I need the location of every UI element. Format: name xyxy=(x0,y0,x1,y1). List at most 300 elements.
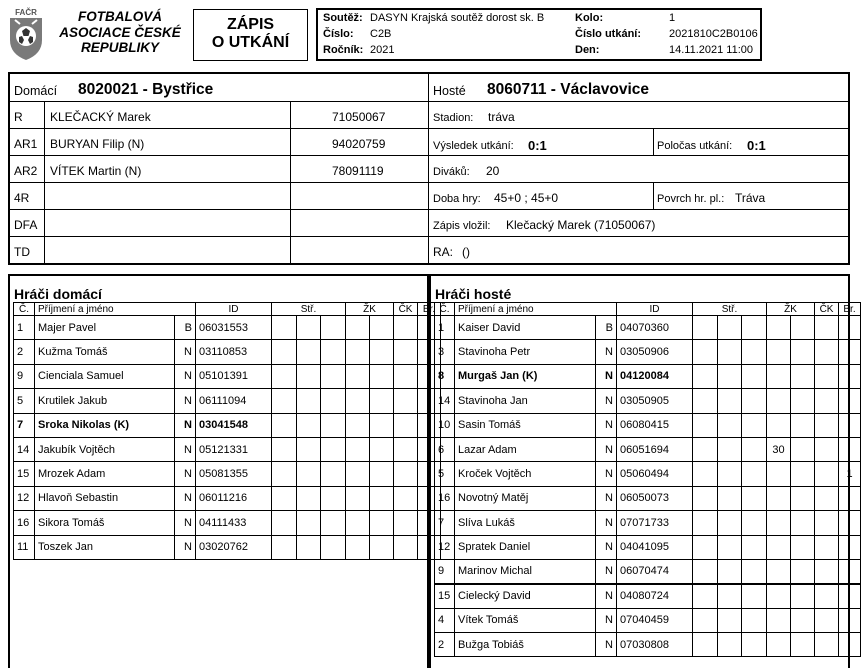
yellow-card-cell xyxy=(346,340,370,364)
yellow-card-cell xyxy=(346,535,370,559)
player-name: Hlavoň Sebastin xyxy=(35,486,175,510)
player-name: Spratek Daniel xyxy=(455,535,596,559)
player-name: Vítek Tomáš xyxy=(455,608,596,632)
player-number: 6 xyxy=(435,437,455,461)
red-card-cell xyxy=(815,608,839,632)
col-no: Č. xyxy=(435,303,455,316)
goalkeeper-cell xyxy=(839,608,861,632)
player-row xyxy=(435,364,861,388)
yellow-card-cell xyxy=(791,559,815,583)
match-panel xyxy=(8,72,850,265)
match-no-label: Číslo utkání: xyxy=(575,28,642,40)
player-id: 06031553 xyxy=(196,316,272,340)
goal-cell xyxy=(693,340,718,364)
player-number: 12 xyxy=(14,486,35,510)
player-number: 1 xyxy=(14,316,35,340)
player-name: Toszek Jan xyxy=(35,535,175,559)
yellow-card-cell xyxy=(791,437,815,461)
player-id: 03020762 xyxy=(196,535,272,559)
player-number: 9 xyxy=(435,559,455,583)
yellow-card-cell xyxy=(791,535,815,559)
yellow-card-cell xyxy=(370,316,394,340)
yellow-card-cell xyxy=(370,535,394,559)
player-id: 06051694 xyxy=(617,437,693,461)
player-name: Sasin Tomáš xyxy=(455,413,596,437)
player-row xyxy=(435,462,861,486)
yellow-card-cell xyxy=(767,633,791,657)
player-number: 10 xyxy=(435,413,455,437)
yellow-card-cell xyxy=(767,559,791,583)
player-id: 05081355 xyxy=(196,462,272,486)
away-label: Hosté xyxy=(433,84,466,98)
player-id: 04041095 xyxy=(617,535,693,559)
player-row xyxy=(435,608,861,632)
yellow-card-cell xyxy=(370,462,394,486)
player-row xyxy=(435,486,861,510)
player-position: N xyxy=(175,437,196,461)
yellow-card-cell xyxy=(791,462,815,486)
player-position: N xyxy=(596,511,617,535)
col-gk: Br. xyxy=(418,303,441,316)
col-name: Příjmení a jméno xyxy=(455,303,617,316)
yellow-card-cell xyxy=(791,364,815,388)
player-position: N xyxy=(596,535,617,559)
player-id: 06050073 xyxy=(617,486,693,510)
day-label: Den: xyxy=(575,44,600,56)
goal-cell xyxy=(718,316,742,340)
player-id: 04120084 xyxy=(617,364,693,388)
player-row xyxy=(14,340,441,364)
player-id: 06080415 xyxy=(617,413,693,437)
player-name: Cielecký David xyxy=(455,584,596,608)
goal-cell xyxy=(297,389,321,413)
player-name: Sikora Tomáš xyxy=(35,511,175,535)
player-id: 04080724 xyxy=(617,584,693,608)
goal-cell xyxy=(693,511,718,535)
player-number: 14 xyxy=(435,389,455,413)
goal-cell xyxy=(297,511,321,535)
red-card-cell xyxy=(394,389,418,413)
col-no: Č. xyxy=(14,303,35,316)
goal-cell xyxy=(742,608,767,632)
yellow-card-cell xyxy=(767,535,791,559)
goal-cell xyxy=(718,413,742,437)
yellow-card-cell xyxy=(346,364,370,388)
goal-cell xyxy=(742,584,767,608)
yellow-card-cell xyxy=(767,462,791,486)
player-row xyxy=(435,437,861,461)
red-card-cell xyxy=(815,584,839,608)
season-label: Ročník: xyxy=(323,44,364,56)
player-name: Bužga Tobiáš xyxy=(455,633,596,657)
red-card-cell xyxy=(815,511,839,535)
player-row xyxy=(435,389,861,413)
goal-cell xyxy=(742,462,767,486)
player-position: N xyxy=(596,584,617,608)
player-position: N xyxy=(175,389,196,413)
yellow-card-cell xyxy=(767,413,791,437)
goal-cell xyxy=(321,535,346,559)
goal-cell xyxy=(297,437,321,461)
yellow-card-cell xyxy=(767,340,791,364)
ra-label: RA: xyxy=(433,245,454,259)
player-id: 03041548 xyxy=(196,413,272,437)
player-id: 07071733 xyxy=(617,511,693,535)
goal-cell xyxy=(693,316,718,340)
red-card-cell xyxy=(394,486,418,510)
goal-cell xyxy=(321,511,346,535)
goal-cell xyxy=(718,462,742,486)
player-row xyxy=(14,413,441,437)
goal-cell xyxy=(272,340,297,364)
yellow-card-cell xyxy=(791,389,815,413)
goal-cell xyxy=(693,413,718,437)
official-role: TD xyxy=(14,245,30,259)
player-id: 06011216 xyxy=(196,486,272,510)
stadium-label: Stadion: xyxy=(433,112,474,124)
red-card-cell xyxy=(394,340,418,364)
official-name: BURYAN Filip (N) xyxy=(50,137,145,151)
red-card-cell xyxy=(815,340,839,364)
goalkeeper-cell xyxy=(839,364,861,388)
goal-cell xyxy=(693,364,718,388)
yellow-card-cell xyxy=(370,413,394,437)
player-position: N xyxy=(175,413,196,437)
goalkeeper-cell xyxy=(839,584,861,608)
player-number: 3 xyxy=(435,340,455,364)
player-row xyxy=(435,559,861,583)
goal-cell xyxy=(321,316,346,340)
player-number: 15 xyxy=(435,584,455,608)
player-position: N xyxy=(596,340,617,364)
player-name: Cienciala Samuel xyxy=(35,364,175,388)
player-number: 11 xyxy=(14,535,35,559)
player-id: 05101391 xyxy=(196,364,272,388)
yellow-card-cell xyxy=(346,389,370,413)
goal-cell xyxy=(718,535,742,559)
ra-value: () xyxy=(462,245,470,259)
player-row xyxy=(14,364,441,388)
federation-name xyxy=(52,9,188,56)
official-name: VÍTEK Martin (N) xyxy=(50,164,142,178)
goalkeeper-cell xyxy=(839,413,861,437)
player-position: N xyxy=(596,364,617,388)
official-id: 94020759 xyxy=(332,137,386,151)
goal-cell xyxy=(718,437,742,461)
player-row xyxy=(14,511,441,535)
goalkeeper-cell xyxy=(839,389,861,413)
yellow-card-cell xyxy=(791,633,815,657)
duration-value: 45+0 ; 45+0 xyxy=(494,191,559,205)
col-red: ČK xyxy=(394,303,418,316)
player-row xyxy=(14,535,441,559)
player-id: 07030808 xyxy=(617,633,693,657)
spectators-value: 20 xyxy=(486,164,500,178)
goal-cell xyxy=(272,535,297,559)
goal-cell xyxy=(297,340,321,364)
player-name: Stavinoha Jan xyxy=(455,389,596,413)
stadium-value: tráva xyxy=(488,110,515,124)
player-name: Sroka Nikolas (K) xyxy=(35,413,175,437)
player-row xyxy=(435,511,861,535)
player-row xyxy=(14,316,441,340)
red-card-cell xyxy=(815,535,839,559)
col-id: ID xyxy=(617,303,693,316)
number-label: Číslo: xyxy=(323,28,354,40)
col-yellow: ŽK xyxy=(767,303,815,316)
red-card-cell xyxy=(815,413,839,437)
player-row xyxy=(14,462,441,486)
goal-cell xyxy=(297,462,321,486)
official-id: 71050067 xyxy=(332,110,386,124)
goal-cell xyxy=(693,462,718,486)
title-line: ZÁPIS xyxy=(226,16,275,33)
red-card-cell xyxy=(815,389,839,413)
title-line: O UTKÁNÍ xyxy=(211,34,290,51)
yellow-card-cell xyxy=(346,413,370,437)
red-card-cell xyxy=(394,413,418,437)
player-name: Stavinoha Petr xyxy=(455,340,596,364)
col-name: Příjmení a jméno xyxy=(35,303,196,316)
goal-cell xyxy=(321,486,346,510)
yellow-card-cell xyxy=(346,316,370,340)
player-position: N xyxy=(596,437,617,461)
player-id: 03050906 xyxy=(617,340,693,364)
goal-cell xyxy=(742,559,767,583)
yellow-card-cell xyxy=(370,340,394,364)
player-id: 05060494 xyxy=(617,462,693,486)
goal-cell xyxy=(742,486,767,510)
player-position: N xyxy=(596,413,617,437)
player-id: 06111094 xyxy=(196,389,272,413)
player-name: Lazar Adam xyxy=(455,437,596,461)
yellow-card-cell xyxy=(791,413,815,437)
player-row xyxy=(435,535,861,559)
document-title xyxy=(193,9,308,61)
spectators-label: Diváků: xyxy=(433,166,470,178)
player-position: N xyxy=(175,364,196,388)
yellow-card-cell xyxy=(767,389,791,413)
federation-line: ASOCIACE ČESKÉ xyxy=(59,24,181,40)
goal-cell xyxy=(718,389,742,413)
goal-cell xyxy=(693,486,718,510)
yellow-card-cell xyxy=(767,511,791,535)
goal-cell xyxy=(718,364,742,388)
player-id: 05121331 xyxy=(196,437,272,461)
halftime-label: Poločas utkání: xyxy=(657,140,733,152)
match-no-value: 2021810C2B0106 xyxy=(669,28,758,40)
official-role: 4R xyxy=(14,191,30,205)
official-name: KLEČACKÝ Marek xyxy=(50,110,151,124)
red-card-cell xyxy=(394,511,418,535)
red-card-cell xyxy=(394,364,418,388)
goal-cell xyxy=(321,364,346,388)
goal-cell xyxy=(718,340,742,364)
player-name: Kužma Tomáš xyxy=(35,340,175,364)
goal-cell xyxy=(693,559,718,583)
competition-info xyxy=(316,8,762,61)
yellow-card-cell xyxy=(346,486,370,510)
red-card-cell xyxy=(815,486,839,510)
yellow-card-cell xyxy=(370,511,394,535)
goal-cell xyxy=(297,413,321,437)
yellow-card-cell xyxy=(791,511,815,535)
goal-cell xyxy=(742,413,767,437)
col-gk: Br. xyxy=(839,303,861,316)
away-players-title: Hráči hosté xyxy=(435,286,512,302)
yellow-card-cell xyxy=(346,437,370,461)
goal-cell xyxy=(693,608,718,632)
player-name: Murgaš Jan (K) xyxy=(455,364,596,388)
col-yellow: ŽK xyxy=(346,303,394,316)
player-position: N xyxy=(175,340,196,364)
goal-cell xyxy=(693,535,718,559)
away-players-table xyxy=(434,302,861,657)
competition-value: DASYN Krajská soutěž dorost sk. B xyxy=(370,12,545,24)
goal-cell xyxy=(742,633,767,657)
goal-cell xyxy=(321,389,346,413)
player-position: N xyxy=(596,389,617,413)
red-card-cell xyxy=(394,535,418,559)
goal-cell xyxy=(693,633,718,657)
player-number: 2 xyxy=(435,633,455,657)
round-value: 1 xyxy=(669,12,676,24)
goal-cell xyxy=(693,437,718,461)
goalkeeper-cell xyxy=(839,340,861,364)
goalkeeper-cell: 1 xyxy=(839,462,861,486)
red-card-cell xyxy=(394,316,418,340)
yellow-card-cell xyxy=(767,316,791,340)
player-name: Slíva Lukáš xyxy=(455,511,596,535)
player-position: B xyxy=(175,316,196,340)
day-value: 14.11.2021 11:00 xyxy=(669,44,754,56)
player-number: 16 xyxy=(14,511,35,535)
home-label: Domácí xyxy=(14,84,58,98)
yellow-card-cell xyxy=(791,584,815,608)
player-id: 04111433 xyxy=(196,511,272,535)
player-name: Marinov Michal xyxy=(455,559,596,583)
goal-cell xyxy=(321,437,346,461)
goal-cell xyxy=(742,340,767,364)
player-number: 7 xyxy=(435,511,455,535)
red-card-cell xyxy=(815,559,839,583)
goal-cell xyxy=(272,462,297,486)
federation-line: REPUBLIKY xyxy=(80,40,159,55)
player-position: N xyxy=(175,462,196,486)
player-number: 2 xyxy=(14,340,35,364)
entered-value: Klečacký Marek (71050067) xyxy=(506,218,656,232)
surface-value: Tráva xyxy=(735,191,766,205)
player-name: Mrozek Adam xyxy=(35,462,175,486)
goal-cell xyxy=(742,535,767,559)
player-row xyxy=(14,486,441,510)
col-red: ČK xyxy=(815,303,839,316)
goal-cell xyxy=(272,511,297,535)
player-number: 8 xyxy=(435,364,455,388)
yellow-card-cell xyxy=(767,584,791,608)
player-number: 9 xyxy=(14,364,35,388)
official-id: 78091119 xyxy=(332,164,384,178)
yellow-card-cell xyxy=(346,511,370,535)
home-team: 8020021 - Bystřice xyxy=(78,81,214,98)
goal-cell xyxy=(693,389,718,413)
goal-cell xyxy=(693,584,718,608)
goal-cell xyxy=(742,437,767,461)
goal-cell xyxy=(272,413,297,437)
goal-cell xyxy=(297,486,321,510)
number-value: C2B xyxy=(370,28,392,40)
col-id: ID xyxy=(196,303,272,316)
player-name: Kaiser David xyxy=(455,316,596,340)
entered-label: Zápis vložil: xyxy=(433,220,491,232)
red-card-cell xyxy=(815,364,839,388)
round-label: Kolo: xyxy=(575,12,604,24)
player-number: 7 xyxy=(14,413,35,437)
facr-logo xyxy=(6,6,46,62)
official-role: AR1 xyxy=(14,137,38,151)
goal-cell xyxy=(321,340,346,364)
yellow-card-cell xyxy=(370,437,394,461)
player-row xyxy=(435,584,861,608)
player-id: 07040459 xyxy=(617,608,693,632)
goal-cell xyxy=(718,486,742,510)
goal-cell xyxy=(742,364,767,388)
goal-cell xyxy=(321,462,346,486)
player-number: 5 xyxy=(14,389,35,413)
goalkeeper-cell xyxy=(839,559,861,583)
goal-cell xyxy=(718,511,742,535)
yellow-card-cell xyxy=(346,462,370,486)
player-name: Jakubík Vojtěch xyxy=(35,437,175,461)
red-card-cell xyxy=(815,437,839,461)
player-number: 16 xyxy=(435,486,455,510)
duration-label: Doba hry: xyxy=(433,193,481,205)
official-role: R xyxy=(14,110,23,124)
player-position: N xyxy=(175,535,196,559)
col-goals: Stř. xyxy=(272,303,346,316)
red-card-cell xyxy=(394,437,418,461)
goal-cell xyxy=(297,535,321,559)
result-label: Výsledek utkání: xyxy=(433,140,514,152)
player-id: 04070360 xyxy=(617,316,693,340)
yellow-card-cell xyxy=(791,486,815,510)
goal-cell xyxy=(297,364,321,388)
player-name: Novotný Matěj xyxy=(455,486,596,510)
yellow-card-cell: 30 xyxy=(767,437,791,461)
goal-cell xyxy=(272,486,297,510)
official-role: AR2 xyxy=(14,164,38,178)
player-position: N xyxy=(175,486,196,510)
goal-cell xyxy=(272,389,297,413)
goalkeeper-cell xyxy=(839,486,861,510)
goal-cell xyxy=(742,511,767,535)
player-id: 03110853 xyxy=(196,340,272,364)
player-position: N xyxy=(596,633,617,657)
goal-cell xyxy=(718,608,742,632)
goal-cell xyxy=(272,316,297,340)
yellow-card-cell xyxy=(767,608,791,632)
yellow-card-cell xyxy=(370,389,394,413)
player-id: 06070474 xyxy=(617,559,693,583)
yellow-card-cell xyxy=(767,364,791,388)
federation-line: FOTBALOVÁ xyxy=(78,9,162,24)
yellow-card-cell xyxy=(791,340,815,364)
player-position: B xyxy=(596,316,617,340)
red-card-cell xyxy=(815,316,839,340)
goalkeeper-cell xyxy=(839,535,861,559)
goal-cell xyxy=(718,633,742,657)
goal-cell xyxy=(272,364,297,388)
